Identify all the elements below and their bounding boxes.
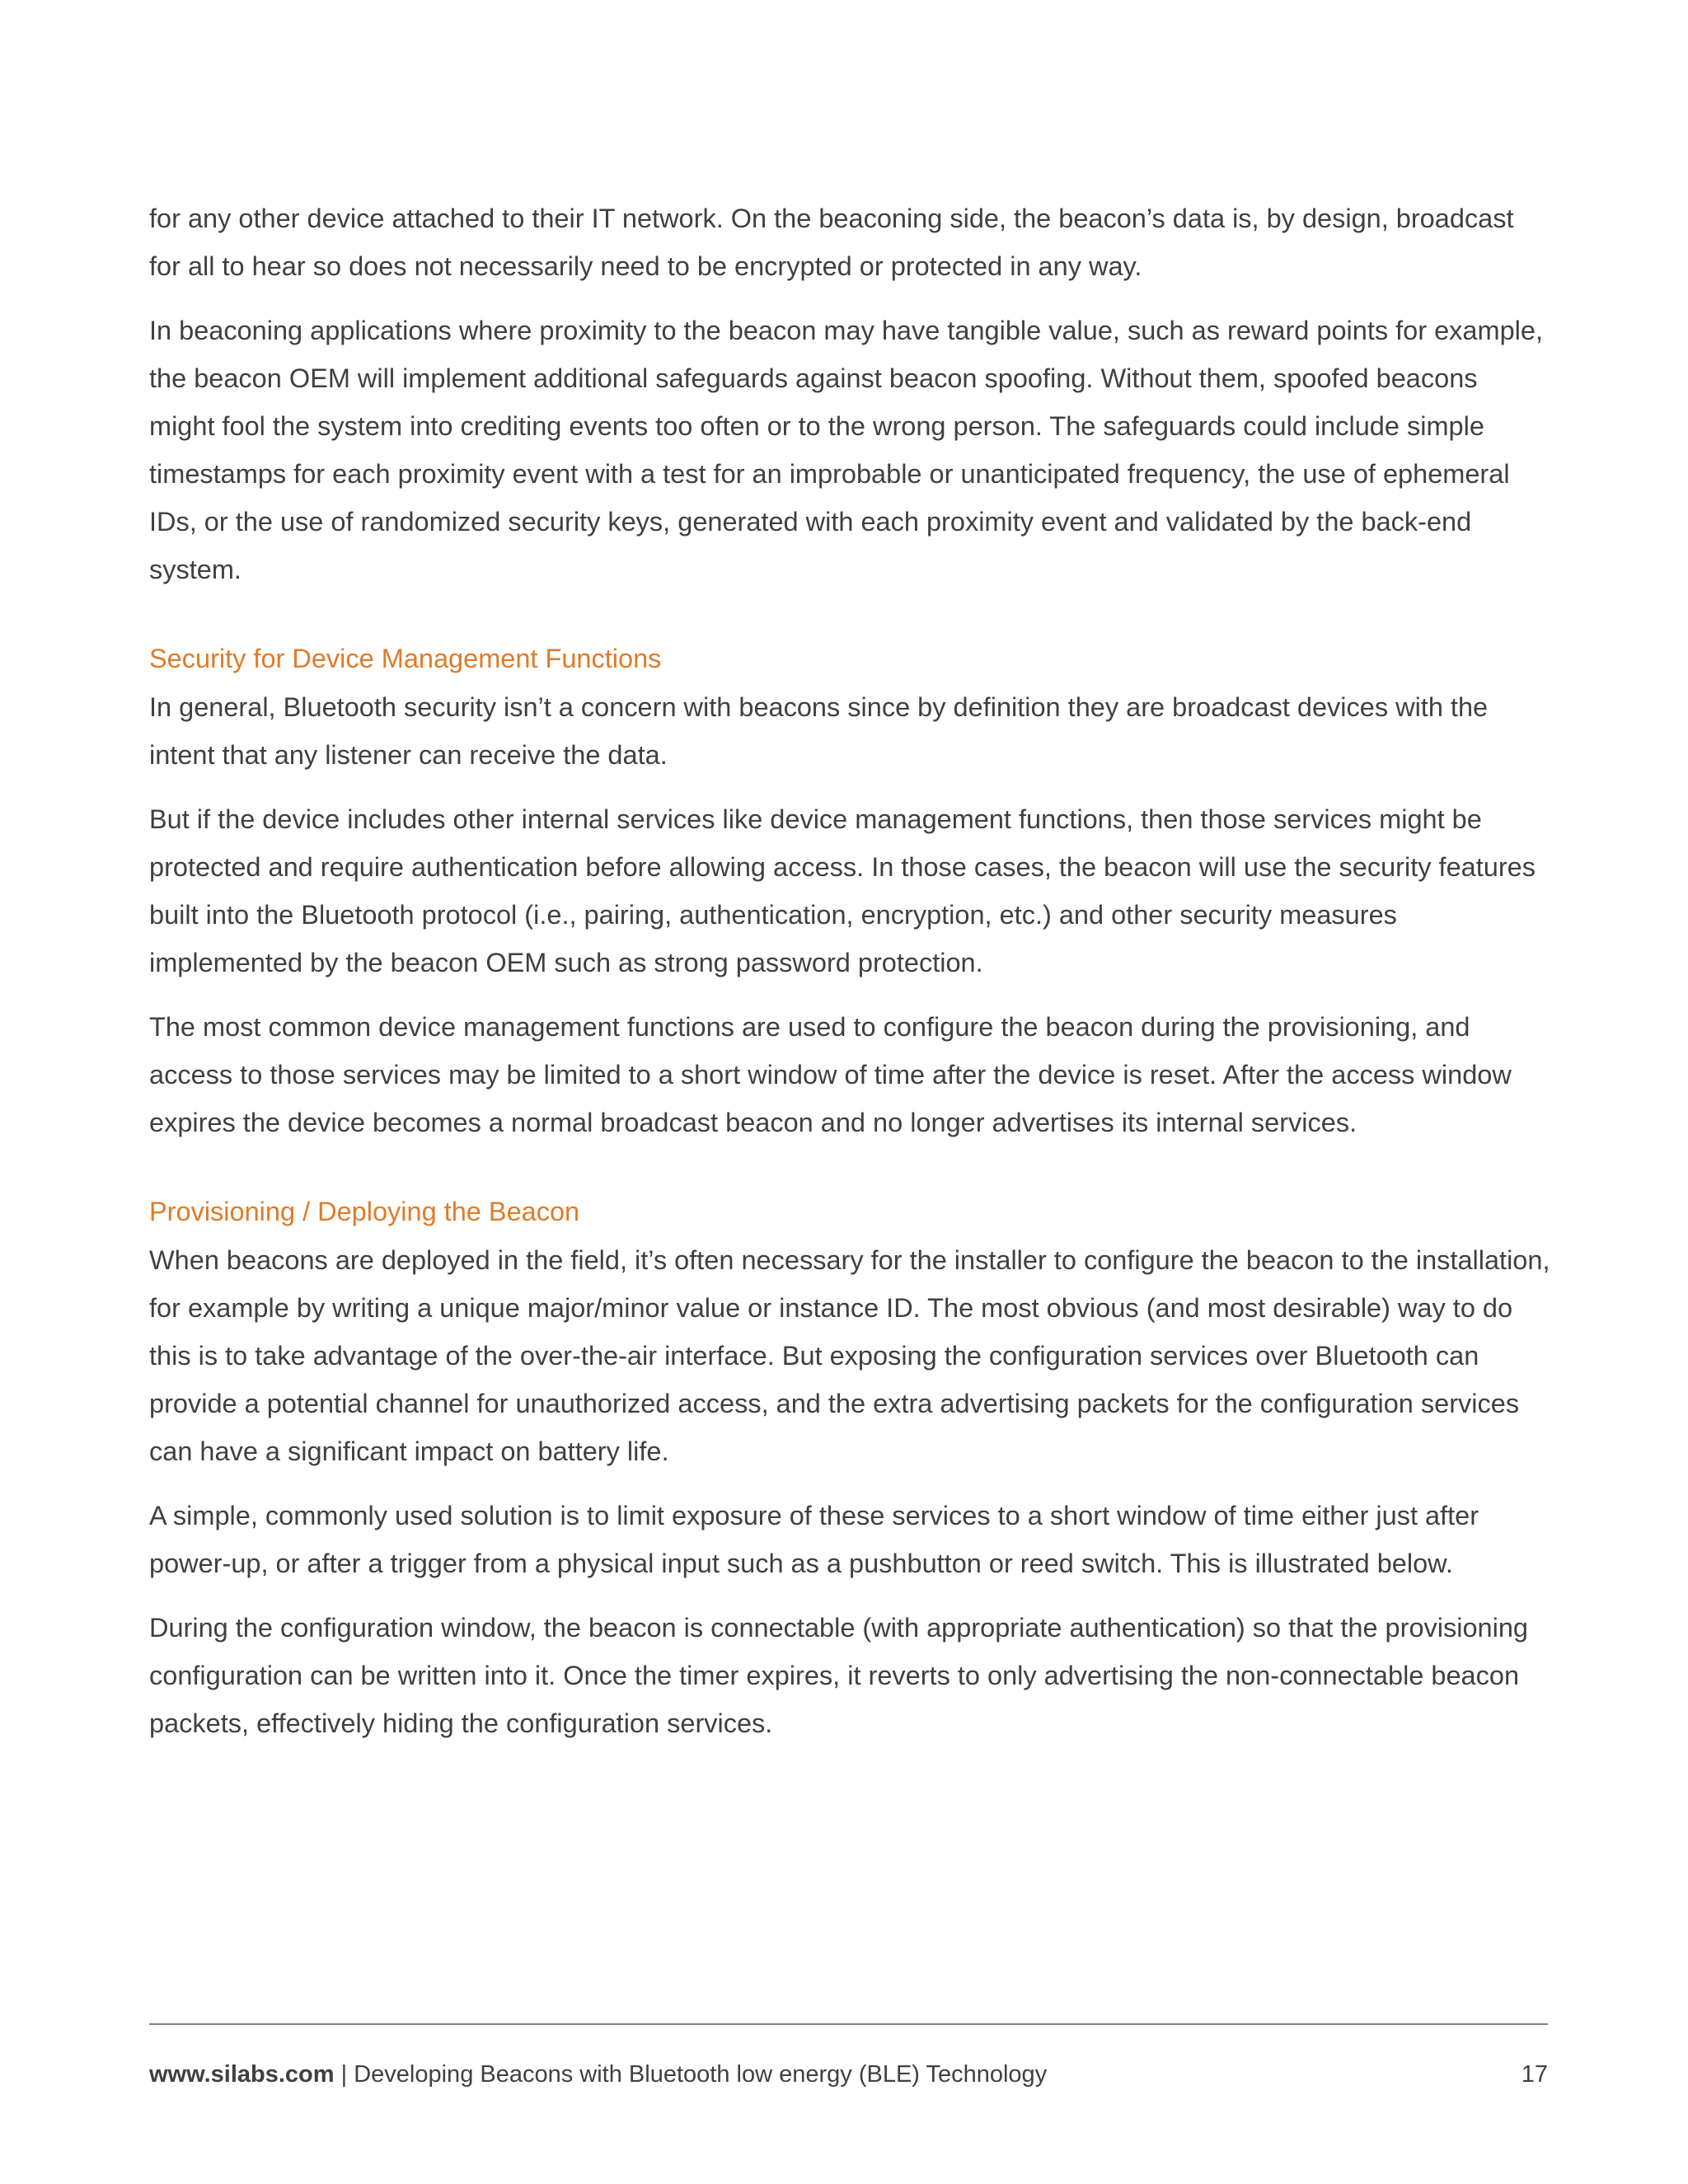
page-body (149, 194, 1550, 1764)
footer-divider (149, 2023, 1548, 2025)
body-paragraph: In general, Bluetooth security isn’t a concern with beacons since by definition they are broadcast devices with the intent that any listener can receive the data. (149, 692, 1489, 770)
body-paragraph: When beacons are deployed in the field, it’s often necessary for the installer to configure the beacon to the installation, for example by writing a unique major/minor value or instance ID. The most obvious (and most desirable) way to do this is to take advantage of the over-the-air interface. But exposing the configuration services over Bluetooth can provide a potential channel for unauthorized access, and the extra advertising packets for the configuration services can have a significant impact on battery life. (149, 1245, 1550, 1466)
section-heading-provisioning: Provisioning / Deploying the Beacon (149, 1197, 580, 1226)
body-paragraph: for any other device attached to their IT network. On the beaconing side, the beacon’s data is, by design, broadcast for all to hear so does not necessarily need to be encrypted or protected in any way. (149, 204, 1514, 281)
body-paragraph: A simple, commonly used solution is to limit exposure of these services to a short window of time either just after power-up, or after a trigger from a physical input such as a pushbutton or reed switch. This is illustrated below. (149, 1501, 1479, 1578)
footer-separator: | (334, 2061, 354, 2088)
page-footer (149, 2058, 1548, 2091)
body-paragraph: In beaconing applications where proximity to the beacon may have tangible value, such as reward points for example, the beacon OEM will implement additional safeguards against beacon spoofing. Without them, spoofed beacons might fool the system into crediting events too often or to the wrong person. The safeguards could include simple timestamps for each proximity event with a test for an improbable or unanticipated frequency, the use of ephemeral IDs, or the use of randomized security keys, generated with each proximity event and validated by the back-end system. (149, 316, 1543, 584)
body-paragraph: During the configuration window, the beacon is connectable (with appropriate authentication) so that the provisioning configuration can be written into it. Once the timer expires, it reverts to only advertising the non-connectable beacon packets, effectively hiding the configuration services. (149, 1613, 1528, 1738)
body-paragraph: But if the device includes other internal services like device management functions, then those services might be protected and require authentication before allowing access. In those cases, the beacon will use the security features built into the Bluetooth protocol (i.e., pairing, authentication, encryption, etc.) and other security measures implemented by the beacon OEM such as strong password protection. (149, 804, 1536, 977)
footer-document-title: Developing Beacons with Bluetooth low energy (BLE) Technology (354, 2061, 1048, 2088)
section-heading-device-management: Security for Device Management Functions (149, 644, 662, 673)
footer-url-link[interactable]: www.silabs.com (149, 2061, 335, 2088)
page-number: 17 (1521, 2061, 1548, 2088)
body-paragraph: The most common device management functions are used to configure the beacon during the provisioning, and access to those services may be limited to a short window of time after the device is reset. After the access window expires the device becomes a normal broadcast beacon and no longer advertises its internal services. (149, 1012, 1512, 1137)
